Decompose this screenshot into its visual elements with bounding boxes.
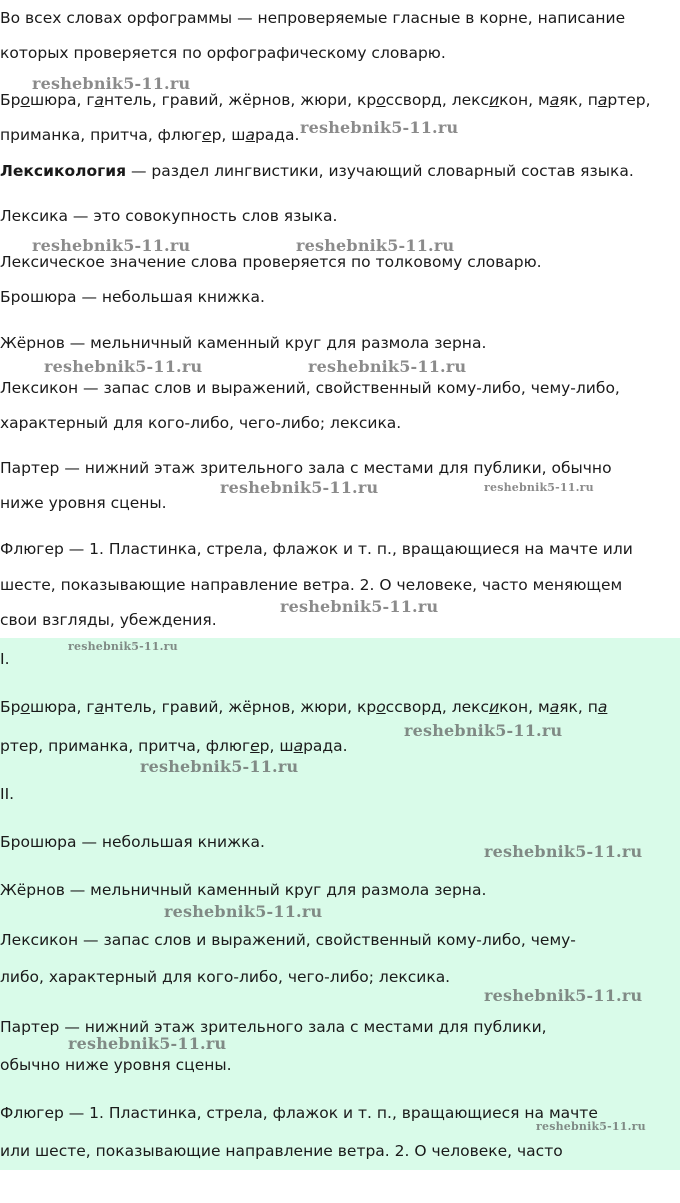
def-parter-line-2: ниже уровня сцены. — [0, 494, 167, 512]
word-fragment: Бр — [0, 91, 21, 109]
answer-zhernov: Жёрнов — мельничный каменный круг для размола зерна. — [0, 881, 487, 899]
watermark: reshebnik5-11.ru — [68, 1034, 227, 1053]
spelling-letter: и — [489, 698, 500, 716]
answer-parter-line-2: обычно ниже уровня сцены. — [0, 1056, 232, 1074]
def-leksikon-line-1: Лексикон — запас слов и выражений, свойственный кому-либо, чему-либо, — [0, 379, 620, 397]
def-flyuger-line-3: свои взгляды, убеждения. — [0, 611, 217, 629]
answer-words-line-2 — [0, 728, 680, 764]
spelling-letter: о — [20, 91, 30, 109]
spelling-letter: а — [245, 126, 255, 144]
def-leksikon-line-2: характерный для кого-либо, чего-либо; лексика. — [0, 414, 402, 432]
spelling-letter: а — [597, 91, 608, 109]
lexicology-rest: — раздел лингвистики, изучающий словарный состав языка. — [126, 162, 634, 180]
word-fragment: Бр — [0, 698, 21, 716]
def-broshura: Брошюра — небольшая книжка. — [0, 288, 265, 306]
def-flyuger-line-1: Флюгер — 1. Пластинка, стрела, флажок и т. п., вращающиеся на мачте или — [0, 540, 633, 558]
spelling-letter: а — [94, 91, 105, 109]
answer-leksikon-line-2: либо, характерный для кого-либо, чего-либо; лексика. — [0, 968, 451, 986]
word-fragment: ссворд, лекс — [385, 698, 490, 716]
watermark: reshebnik5-11.ru — [484, 481, 594, 494]
watermark: reshebnik5-11.ru — [164, 902, 323, 921]
word-fragment: шюра, г — [29, 698, 95, 716]
word-fragment: ртер, приманка, притча, флюг — [0, 737, 251, 755]
def-parter-line-1: Партер — нижний этаж зрительного зала с местами для публики, обычно — [0, 459, 612, 477]
word-fragment: рада. — [303, 737, 348, 755]
answer-label-2: II. — [0, 785, 15, 803]
watermark: reshebnik5-11.ru — [140, 757, 299, 776]
def-zhernov: Жёрнов — мельничный каменный круг для размола зерна. — [0, 334, 487, 352]
lexicology-definition — [0, 153, 680, 189]
word-fragment: ртер, — [607, 91, 651, 109]
watermark: reshebnik5-11.ru — [536, 1120, 646, 1133]
word-fragment: кон, м — [499, 91, 550, 109]
meaning-note: Лексическое значение слова проверяется по толковому словарю. — [0, 253, 542, 271]
word-fragment: нтель, гравий, жёрнов, жюри, кр — [104, 698, 377, 716]
answer-flyuger-line-1: Флюгер — 1. Пластинка, стрела, флажок и т. п., вращающиеся на мачте — [0, 1104, 598, 1122]
watermark: reshebnik5-11.ru — [44, 357, 203, 376]
spelling-letter: о — [376, 698, 386, 716]
watermark: reshebnik5-11.ru — [220, 478, 379, 497]
watermark: reshebnik5-11.ru — [68, 640, 178, 653]
word-fragment: р, ш — [259, 737, 294, 755]
spelling-letter: е — [202, 126, 212, 144]
answer-leksikon-line-1: Лексикон — запас слов и выражений, свойственный кому-либо, чему- — [0, 931, 576, 949]
spelling-letter: а — [293, 737, 304, 755]
spelling-letter: а — [597, 698, 608, 716]
spelling-letter: а — [549, 91, 560, 109]
watermark: reshebnik5-11.ru — [404, 721, 563, 740]
answer-words-line-1 — [0, 689, 680, 725]
watermark: reshebnik5-11.ru — [484, 842, 643, 861]
watermark: reshebnik5-11.ru — [280, 597, 439, 616]
lexicology-term: Лексикология — [0, 162, 127, 180]
word-fragment: як, п — [559, 91, 598, 109]
word-fragment: р, ш — [211, 126, 246, 144]
answer-broshura: Брошюра — небольшая книжка. — [0, 833, 265, 851]
spelling-letter: и — [489, 91, 500, 109]
spelling-letter: а — [94, 698, 105, 716]
word-fragment: як, п — [559, 698, 598, 716]
lexics-definition: Лексика — это совокупность слов языка. — [0, 207, 338, 225]
watermark: reshebnik5-11.ru — [308, 357, 467, 376]
word-fragment: нтель, гравий, жёрнов, жюри, кр — [104, 91, 377, 109]
word-fragment: приманка, притча, флюг — [0, 126, 203, 144]
watermark: reshebnik5-11.ru — [32, 236, 191, 255]
word-fragment: рада. — [254, 126, 300, 144]
word-fragment: ссворд, лекс — [385, 91, 490, 109]
watermark: reshebnik5-11.ru — [484, 986, 643, 1005]
def-flyuger-line-2: шесте, показывающие направление ветра. 2. О человеке, часто меняющем — [0, 576, 623, 594]
answer-label-1: I. — [0, 650, 10, 668]
answer-flyuger-line-2: или шесте, показывающие направление ветра. 2. О человеке, часто — [0, 1142, 563, 1160]
spelling-letter: е — [250, 737, 260, 755]
word-fragment: кон, м — [499, 698, 550, 716]
watermark: reshebnik5-11.ru — [296, 236, 455, 255]
spelling-letter: а — [549, 698, 560, 716]
spelling-letter: о — [20, 698, 30, 716]
spelling-letter: о — [376, 91, 386, 109]
intro-line-1: Во всех словах орфограммы — непроверяемые гласные в корне, написание — [0, 9, 626, 27]
word-fragment: шюра, г — [29, 91, 95, 109]
answer-parter-line-1: Партер — нижний этаж зрительного зала с местами для публики, — [0, 1018, 547, 1036]
watermark: reshebnik5-11.ru — [300, 118, 459, 137]
watermark: reshebnik5-11.ru — [32, 74, 191, 93]
intro-line-2: которых проверяется по орфографическому словарю. — [0, 44, 446, 62]
